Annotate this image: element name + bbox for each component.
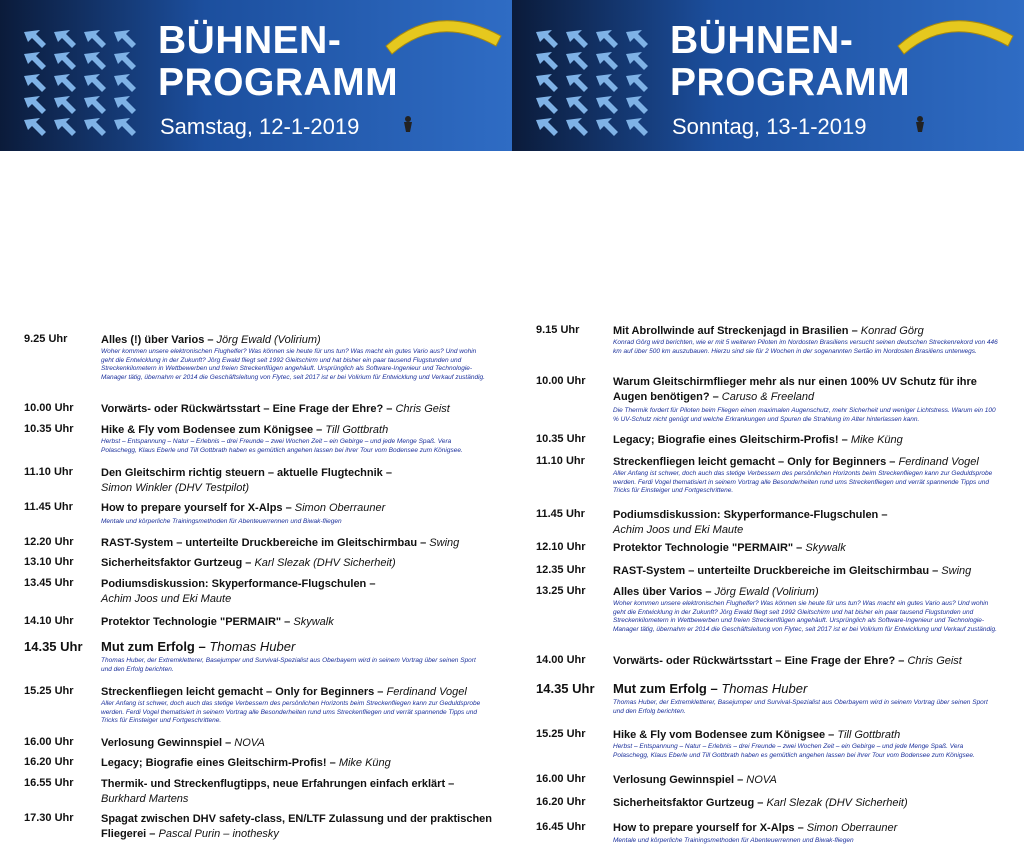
item-time: 16.00 Uhr [24,736,74,748]
item-description: Woher kommen unsere elektronischen Flughelfer? Was können sie heute für uns tun? Was macht ein gutes Vario aus? Und wohin geht die Entwicklung in der Zukunft? Jörg Ewald fliegt seit 1992 Gleitschirm und hat bisher ein paar tausend Flugstunden und Streckenkilometern in Wettbewerben und freien Streckenflügen angehäuft. Ursprünglich als Software-Ingenieur und Technologie-Manager tätig, übernahm er 2014 die Geschäftsleitung von Flytec, seit 2017 ist er bei Volirium für Entwicklung und Verkauf zuständig. [613,600,997,633]
item-time: 9.25 Uhr [24,333,68,345]
item-title: Streckenfliegen leicht gemacht – Only for Beginners – Ferdinand Vogel [613,456,979,468]
item-description: Aller Anfang ist schwer, doch auch das stetige Verbessern des persönlichen Horizonts beim Streckenfliegen kann zur Geduldsprobe werden. Ferdi Vogel thematisiert in seinem Vortrag alle Besonderheiten rund ums Streckenfliegen und verrät spannende Tipps und Tricks für Einsteiger und Fortgeschrittene. [101,700,481,724]
item-title: RAST-System – unterteilte Druckbereiche im Gleitschirmbau – Swing [101,537,460,549]
item-time: 11.45 Uhr [536,508,585,520]
item-description: Thomas Huber, der Extremkletterer, Basejumper und Survival-Spezialist aus Oberbayern wird in seinem Vortrag über seinen Sport und den Erfolg berichten. [101,657,476,673]
item-time: 16.45 Uhr [536,821,586,833]
item-time: 10.00 Uhr [24,402,74,414]
schedule-page-saturday [0,0,512,840]
item-title: Vorwärts- oder Rückwärtsstart – Eine Frage der Ehre? – Chris Geist [613,655,962,667]
arrows-icon [532,24,662,144]
item-time: 13.25 Uhr [536,585,586,597]
item-time: 11.45 Uhr [24,501,73,513]
date-label: Samstag, 12-1-2019 [160,114,360,139]
title-line-2: PROGRAMM [670,61,911,104]
item-title: Den Gleitschirm richtig steuern – aktuelle Flugtechnik – Simon Winkler (DHV Testpilot) [101,467,392,494]
item-time: 11.10 Uhr [536,455,585,467]
item-time: 10.35 Uhr [536,433,586,445]
item-time: 14.00 Uhr [536,654,586,666]
item-title: Alles über Varios – Jörg Ewald (Volirium) [613,586,819,598]
item-title: Legacy; Biografie eines Gleitschirm-Profis! – Mike Küng [101,757,391,769]
item-time: 11.10 Uhr [24,466,73,478]
item-title: Mit Abrollwinde auf Streckenjagd in Brasilien – Konrad Görg [613,325,924,337]
item-title: Podiumsdiskussion: Skyperformance-Flugschulen – Achim Joos und Eki Maute [613,509,888,536]
item-title: Spagat zwischen DHV safety-class, EN/LTF Zulassung und der praktischen Fliegerei – Pascal Purin – inothesky [101,813,492,840]
item-description: Thomas Huber, der Extremkletterer, Basejumper und Survival-Spezialist aus Oberbayern wird in seinem Vortrag über seinen Sport und den Erfolg berichten. [613,699,988,715]
item-time: 9.15 Uhr [536,324,580,336]
item-time: 14.35 Uhr [536,681,595,696]
item-description: Mentale und körperliche Trainingsmethoden für Abenteuerrennen und Biwak-fliegen [101,518,342,525]
item-time: 16.00 Uhr [536,773,586,785]
item-time: 15.25 Uhr [536,728,586,740]
arrows-icon [20,24,150,144]
item-title: Sicherheitsfaktor Gurtzeug – Karl Slezak (DHV Sicherheit) [101,557,396,569]
pilot-icon [400,114,416,134]
item-title: Sicherheitsfaktor Gurtzeug – Karl Slezak (DHV Sicherheit) [613,797,908,809]
item-title: Protektor Technologie "PERMAIR" – Skywalk [613,542,846,554]
schedule-page-sunday [512,0,1024,844]
pilot-icon [912,114,928,134]
item-time: 10.35 Uhr [24,423,74,435]
item-time: 14.35 Uhr [24,639,83,654]
item-time: 16.20 Uhr [536,796,586,808]
header-banner [512,0,1024,151]
item-time: 13.10 Uhr [24,556,74,568]
date-label: Sonntag, 13-1-2019 [672,114,867,139]
item-title: Streckenfliegen leicht gemacht – Only for Beginners – Ferdinand Vogel [101,686,467,698]
header-banner [0,0,512,151]
item-time: 17.30 Uhr [24,812,74,824]
item-title: Hike & Fly vom Bodensee zum Königsee – Till Gottbrath [613,729,901,741]
item-title: How to prepare yourself for X-Alps – Simon Oberrauner [613,822,898,834]
item-title: Mut zum Erfolg – Thomas Huber [101,639,296,654]
paraglider-wing-icon [888,6,1018,96]
item-title: Alles (!) über Varios – Jörg Ewald (Volirium) [101,334,321,346]
item-title: Thermik- und Streckenflugtipps, neue Erfahrungen einfach erklärt – Burkhard Martens [101,778,455,805]
item-time: 13.45 Uhr [24,577,74,589]
page-title [670,20,910,104]
item-title: Warum Gleitschirmflieger mehr als nur einen 100% UV Schutz für ihre Augen benötigen? – Caruso & Freeland [613,376,977,403]
item-time: 16.20 Uhr [24,756,74,768]
item-time: 16.55 Uhr [24,777,74,789]
item-description: Konrad Görg wird berichten, wie er mit 5 weiteren Piloten im Nordosten Brasiliens versucht seinen deutschen Streckenrekord von 446 km auf über 500 km auszubauen. Hierzu sind sie für 2 Wochen in der sogenannten Sertão im Nordosten Brasiliens unterwegs. [613,339,998,355]
item-description: Herbst – Entspannung – Natur – Erlebnis – drei Freunde – zwei Wochen Zeit – ein Gebirge – und jede Menge Spaß. Vera Polaschegg, Klaus Eberle und Till Gottbrath haben es gemütlich angehen lassen bei ihrer Tour vom Bodensee zum Königsee. [101,438,463,454]
item-description: Die Thermik fordert für Piloten beim Fliegen einen maximalen Augenschutz, mehr Sicherheit und weniger Lichtstress. Warum ein 100 % UV-Schutz nicht genügt und welche Erkrankungen und Spuren die Strahlung im Alter hinterlassen kann. [613,407,996,423]
item-time: 12.20 Uhr [24,536,74,548]
title-line-2: PROGRAMM [158,61,399,104]
item-time: 10.00 Uhr [536,375,586,387]
item-description: Aller Anfang ist schwer, doch auch das stetige Verbessern des persönlichen Horizonts beim Streckenfliegen kann zur Geduldsprobe werden. Ferdi Vogel thematisiert in seinem Vortrag alle Besonderheiten rund ums Streckenfliegen und verrät spannende Tipps und Tricks für Einsteiger und Fortgeschrittene. [613,470,993,494]
item-description: Woher kommen unsere elektronischen Flughelfer? Was können sie heute für uns tun? Was macht ein gutes Vario aus? Und wohin geht die Entwicklung in der Zukunft? Jörg Ewald fliegt seit 1992 Gleitschirm und hat bisher ein paar tausend Flugstunden und Streckenkilometern in Wettbewerben und freien Streckenflügen angehäuft. Ursprünglich als Software-Ingenieur und Technologie-Manager tätig, übernahm er 2014 die Geschäftsleitung von Flytec, seit 2017 ist er bei Volirium für Entwicklung und Verkauf zuständig. [101,348,485,381]
item-title: Legacy; Biografie eines Gleitschirm-Profis! – Mike Küng [613,434,903,446]
item-title: Vorwärts- oder Rückwärtsstart – Eine Frage der Ehre? – Chris Geist [101,403,450,415]
item-title: RAST-System – unterteilte Druckbereiche im Gleitschirmbau – Swing [613,565,972,577]
item-title: Verlosung Gewinnspiel – NOVA [613,774,777,786]
item-title: Mut zum Erfolg – Thomas Huber [613,681,808,696]
item-title: Verlosung Gewinnspiel – NOVA [101,737,265,749]
item-description: Herbst – Entspannung – Natur – Erlebnis – drei Freunde – zwei Wochen Zeit – ein Gebirge – und jede Menge Spaß. Vera Polaschegg, Klaus Eberle und Till Gottbrath haben es gemütlich angehen lassen bei ihrer Tour vom Bodensee zum Königsee. [613,743,975,759]
item-description: Mentale und körperliche Trainingsmethoden für Abenteuerrennen und Biwak-fliegen [613,837,854,844]
paraglider-wing-icon [376,6,506,96]
item-time: 12.10 Uhr [536,541,586,553]
item-time: 14.10 Uhr [24,615,74,627]
title-line-1: BÜHNEN- [158,19,342,62]
item-title: Hike & Fly vom Bodensee zum Königsee – Till Gottbrath [101,424,389,436]
item-title: How to prepare yourself for X-Alps – Simon Oberrauner [101,502,386,514]
item-time: 15.25 Uhr [24,685,74,697]
item-time: 12.35 Uhr [536,564,586,576]
item-title: Protektor Technologie "PERMAIR" – Skywalk [101,616,334,628]
item-title: Podiumsdiskussion: Skyperformance-Flugschulen – Achim Joos und Eki Maute [101,578,376,605]
title-line-1: BÜHNEN- [670,19,854,62]
page-title [158,20,398,104]
